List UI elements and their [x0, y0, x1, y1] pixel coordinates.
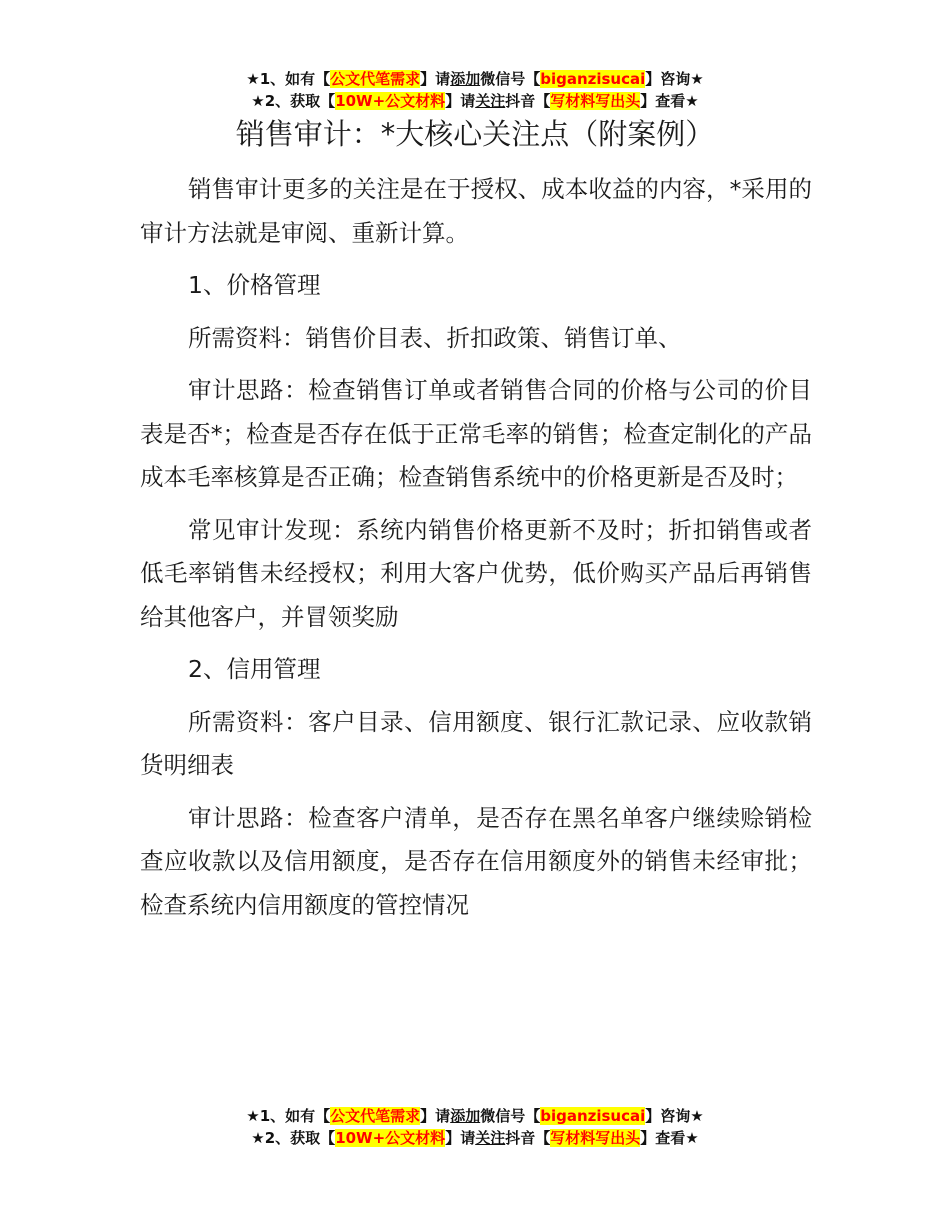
paragraph-intro: 销售审计更多的关注是在于授权、成本收益的内容，*采用的审计方法就是审阅、重新计算。 [140, 175, 812, 247]
banner-text: 】请 [445, 92, 476, 110]
banner-emphasis: 关注 [475, 92, 506, 110]
banner-text: 】请 [445, 1129, 476, 1147]
banner-text: ★1、如有【 [246, 1107, 331, 1125]
banner-text: 抖音【 [505, 92, 551, 110]
footer-banner [0, 1105, 950, 1149]
banner-text: ★1、如有【 [246, 70, 331, 88]
banner-line-2 [0, 1127, 950, 1149]
banner-emphasis: 关注 [475, 1129, 506, 1147]
banner-douyin-id: 写材料写出头 [550, 92, 641, 110]
banner-text: 】请 [420, 70, 451, 88]
paragraph-price-approach: 审计思路：检查销售订单或者销售合同的价格与公司的价目表是否*；检查是否存在低于正常毛率的销售；检查定制化的产品成本毛率核算是否正确；检查销售系统中的价格更新是否及时； [140, 376, 812, 491]
banner-text: ★2、获取【 [251, 92, 336, 110]
banner-text: 】请 [420, 1107, 451, 1125]
document-title: 销售审计：*大核心关注点（附案例） [235, 117, 715, 151]
banner-text: 微信号【 [480, 70, 541, 88]
paragraph-credit-materials: 所需资料：客户目录、信用额度、银行汇款记录、应收款销货明细表 [140, 707, 812, 779]
banner-text: ★2、获取【 [251, 1129, 336, 1147]
banner-text: 抖音【 [505, 1129, 551, 1147]
banner-wechat-id: biganzisucai [540, 70, 646, 88]
banner-highlight: 公文代笔需求 [330, 1107, 421, 1125]
banner-wechat-id: biganzisucai [540, 1107, 646, 1125]
banner-emphasis: 添加 [450, 70, 481, 88]
header-banner [0, 68, 950, 112]
banner-line-1 [0, 68, 950, 90]
banner-line-1 [0, 1105, 950, 1127]
banner-text: 】查看★ [640, 1129, 699, 1147]
section-heading-credit: 2、信用管理 [188, 655, 321, 683]
paragraph-credit-approach: 审计思路：检查客户清单，是否存在黑名单客户继续赊销检查应收款以及信用额度，是否存在信用额度外的销售未经审批；检查系统内信用额度的管控情况 [140, 803, 812, 919]
banner-text: 】咨询★ [645, 1107, 704, 1125]
banner-highlight: 10W+公文材料 [335, 92, 446, 110]
banner-highlight: 10W+公文材料 [335, 1129, 446, 1147]
paragraph-price-materials: 所需资料：销售价目表、折扣政策、销售订单、 [188, 323, 682, 352]
banner-text: 】咨询★ [645, 70, 704, 88]
banner-text: 微信号【 [480, 1107, 541, 1125]
banner-text: 】查看★ [640, 92, 699, 110]
banner-douyin-id: 写材料写出头 [550, 1129, 641, 1147]
banner-emphasis: 添加 [450, 1107, 481, 1125]
document-body [140, 168, 812, 936]
banner-highlight: 公文代笔需求 [330, 70, 421, 88]
banner-line-2 [0, 90, 950, 112]
section-heading-price: 1、价格管理 [188, 271, 321, 299]
paragraph-price-findings: 常见审计发现：系统内销售价格更新不及时；折扣销售或者低毛率销售未经授权；利用大客户优势，低价购买产品后再销售给其他客户，并冒领奖励 [140, 515, 812, 631]
